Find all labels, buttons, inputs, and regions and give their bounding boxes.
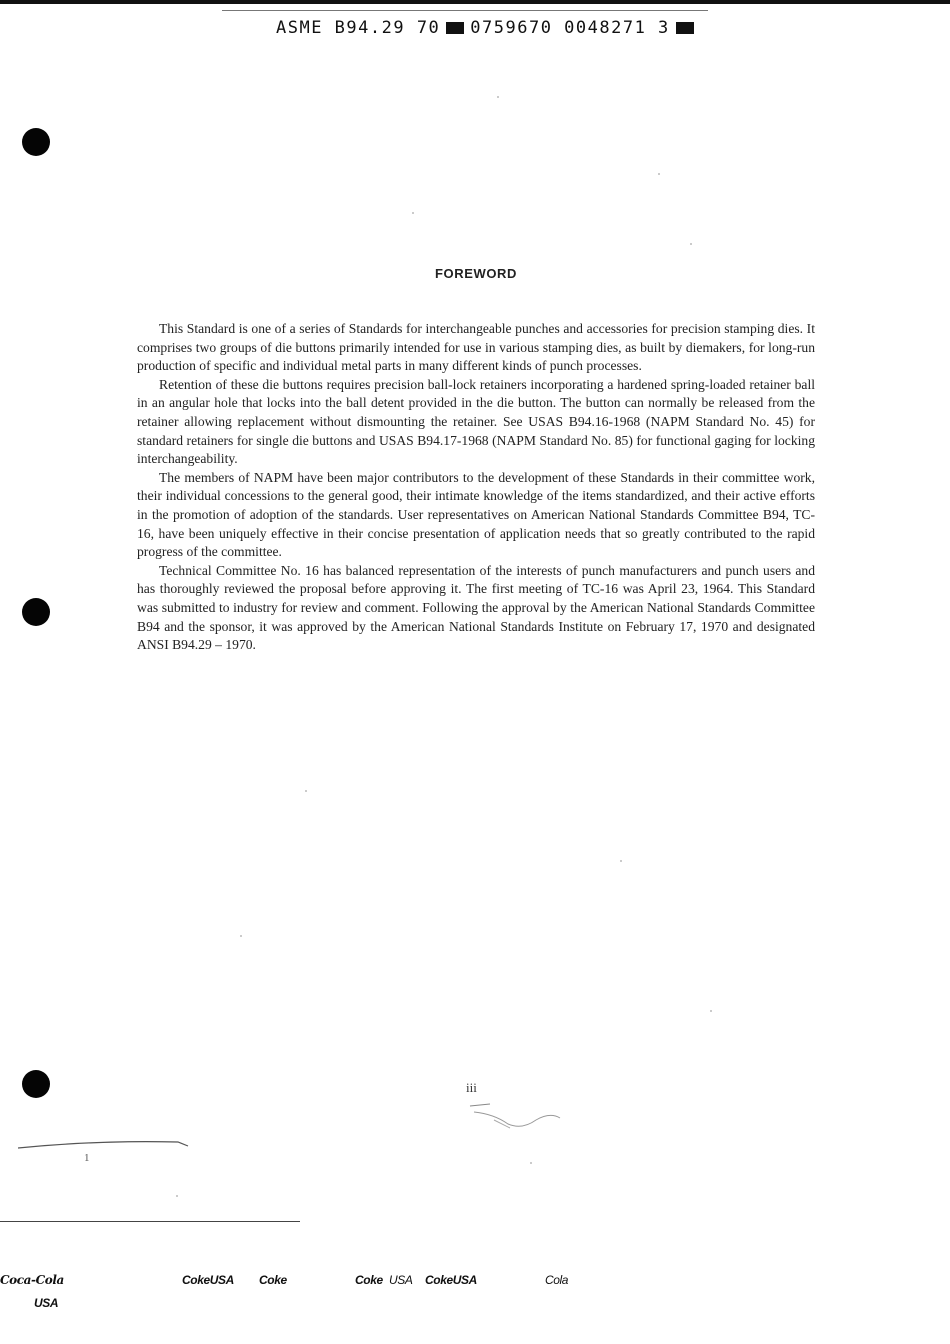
scan-speck [176, 1195, 178, 1197]
paragraph-4: Technical Committee No. 16 has balanced representation of the interests of punch manufacturers and punch users and has thoroughly reviewed the proposal before approving it. The first meeting of TC-16 was April 23, 1964. This Standard was submitted to industry for review and comment. Following the approval by the American National Standards Committee B94 and the sponsor, it was approved by the American National Standards Institute on February 17, 1970 and designated ANSI B94.29 – 1970. [137, 562, 815, 653]
margin-mark: 1 [84, 1152, 90, 1164]
footer-logo-script: Coca-Cola [0, 1273, 64, 1287]
margin-pen-stroke [18, 1136, 198, 1156]
footer-item-5: CokeUSA [425, 1273, 477, 1287]
scan-speck [620, 860, 622, 862]
header-code-part1: ASME B94.29 70 [276, 18, 441, 38]
scan-speck [305, 790, 307, 792]
redaction-block-2 [676, 22, 694, 34]
document-code-header [276, 18, 700, 38]
pen-scribble [464, 1100, 584, 1140]
scan-speck [710, 1010, 712, 1012]
scan-speck [690, 243, 692, 245]
scan-speck [530, 1162, 532, 1164]
foreword-body [137, 320, 815, 655]
scan-speck [497, 96, 499, 98]
header-rule [222, 10, 708, 11]
footer-item-1: CokeUSA [182, 1273, 234, 1287]
scan-speck [240, 935, 242, 937]
top-edge-rule [0, 0, 950, 4]
punch-hole-top [22, 128, 50, 156]
footer-usa-left: USA [34, 1296, 59, 1310]
paragraph-2: Retention of these die buttons requires precision ball-lock retainers incorporating a hardened spring-loaded retainer ball in an angular hole that locks into the ball detent provided in the die button. The button can normally be released from the retainer allowing replacement without dismounting the retainer. See USAS B94.16-1968 (NAPM Standard No. 45) for standard retainers for single die buttons and USAS B94.17-1968 (NAPM Standard No. 85) for functional gaging for locking interchangeability. [137, 376, 815, 467]
header-code-part2: 0759670 0048271 3 [470, 18, 670, 38]
footer-item-6: Cola [545, 1273, 569, 1287]
footer-item-3: Coke [355, 1273, 383, 1287]
page-number: iii [466, 1080, 477, 1095]
redaction-block-1 [446, 22, 464, 34]
bottom-rule [0, 1221, 300, 1222]
scan-speck [412, 212, 414, 214]
paragraph-1: This Standard is one of a series of Standards for interchangeable punches and accessories for precision stamping dies. It comprises two groups of die buttons primarily intended for use in various stamping dies, as built by diemakers, for long-run production of specific and individual metal parts in many different kinds of punch processes. [137, 321, 815, 374]
punch-hole-middle [22, 598, 50, 626]
punch-hole-bottom [22, 1070, 50, 1098]
footer-item-4: USA [389, 1273, 413, 1287]
scan-speck [658, 173, 660, 175]
footer-item-2: Coke [259, 1273, 287, 1287]
page-title: FOREWORD [434, 266, 518, 281]
paragraph-3: The members of NAPM have been major contributors to the development of these Standards in their committee work, their individual concessions to the general good, their intimate knowledge of the items standardized, and their active efforts in the promotion of adoption of the standards. User representatives on American National Standards Committee B94, TC-16, have been uniquely effective in their concise presentation of application needs that so greatly contributed to the rapid progress of the committee. [137, 469, 815, 560]
